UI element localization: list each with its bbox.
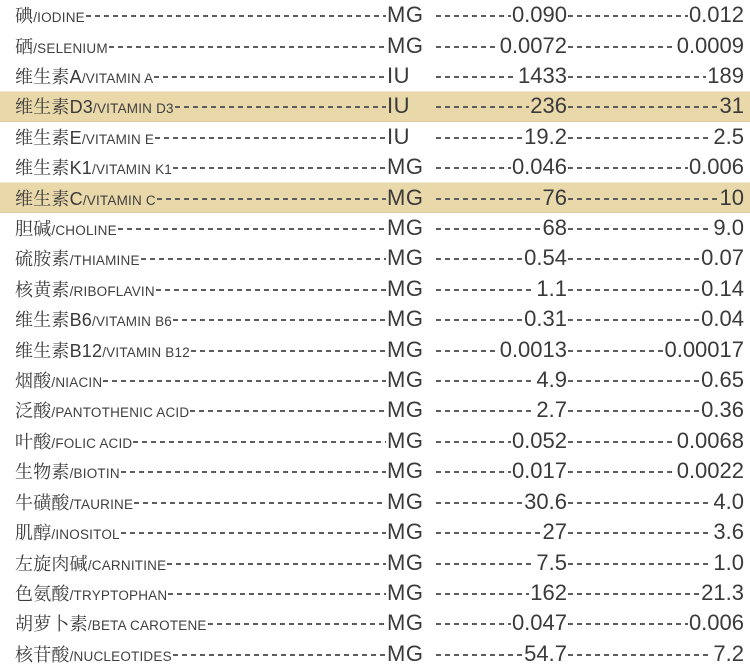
value2-block	[567, 519, 744, 545]
unit-label: MG	[387, 154, 424, 180]
unit-label: MG	[387, 275, 424, 301]
nutrient-name-block	[15, 610, 387, 636]
nutrient-name-block	[15, 63, 387, 89]
value-col1: 30.6	[524, 488, 567, 514]
leader-dashes	[568, 654, 712, 656]
nutrient-name-block	[15, 276, 387, 302]
value2-block	[567, 185, 744, 211]
value-col1: 162	[530, 579, 567, 605]
nutrient-name-block	[15, 124, 387, 150]
leader-dashes	[568, 46, 676, 48]
nutrient-name-en: /THIAMINE	[69, 253, 140, 269]
value2-block	[567, 93, 744, 119]
value2-block	[567, 33, 744, 59]
nutrient-name-en: /INOSITOL	[51, 527, 120, 543]
value1-block	[435, 428, 567, 454]
leader-dashes	[568, 167, 688, 169]
nutrient-name	[15, 245, 140, 271]
nutrient-name	[15, 33, 108, 59]
leader-dashes	[436, 502, 523, 504]
leader-dashes	[436, 228, 542, 230]
value-col1: 2.7	[536, 397, 567, 423]
value-col2: 189	[707, 63, 744, 89]
leader-dashes	[568, 228, 712, 230]
leader-dashes	[168, 593, 386, 595]
leader-dashes	[568, 380, 700, 382]
nutrient-name-en: /NIACIN	[51, 375, 103, 391]
value-col1: 236	[530, 93, 567, 119]
nutrient-name-cn: 烟酸	[15, 371, 52, 392]
leader-dashes	[103, 380, 386, 382]
value-col2: 31	[719, 93, 744, 119]
leader-dashes	[436, 350, 499, 352]
value-col2: 0.0009	[676, 32, 744, 58]
unit-label: MG	[387, 610, 424, 636]
leader-dashes	[141, 258, 386, 260]
nutrient-name-block	[15, 641, 387, 667]
leader-dashes	[568, 441, 676, 443]
leader-dashes	[121, 532, 386, 534]
unit-label: MG	[387, 245, 424, 271]
nutrient-name-block	[15, 185, 387, 211]
leader-dashes	[436, 410, 535, 412]
value2-block	[567, 306, 744, 332]
value-col1: 7.5	[536, 549, 567, 575]
nutrient-name	[15, 276, 155, 302]
leader-dashes	[436, 167, 511, 169]
leader-dashes	[568, 137, 712, 139]
table-row	[0, 334, 750, 364]
table-row	[0, 304, 750, 334]
leader-dashes	[436, 380, 535, 382]
value-col1: 0.0013	[499, 336, 567, 362]
leader-dashes	[436, 76, 517, 78]
value-col1: 1433	[518, 63, 567, 89]
nutrient-name-cn: 维生素K1	[15, 158, 93, 179]
nutrient-name	[15, 367, 102, 393]
leader-dashes	[568, 15, 688, 17]
value-col1: 0.017	[511, 458, 567, 484]
unit-label: MG	[387, 184, 424, 210]
nutrient-name	[15, 215, 117, 241]
value2-block	[567, 641, 744, 667]
value-col1: 0.052	[511, 427, 567, 453]
nutrient-name-en: /RIBOFLAVIN	[69, 283, 155, 299]
table-row	[0, 487, 750, 517]
value2-block	[567, 458, 744, 484]
unit-label: MG	[387, 579, 424, 605]
leader-dashes	[436, 137, 523, 139]
nutrient-name	[15, 489, 133, 515]
nutrient-name-cn: 胡萝卜素	[15, 614, 88, 635]
value2-block	[567, 580, 744, 606]
leader-dashes	[436, 593, 529, 595]
value-col1: 1.1	[536, 275, 567, 301]
leader-dashes	[133, 441, 386, 443]
leader-dashes	[154, 76, 386, 78]
nutrient-name	[15, 550, 166, 576]
table-row	[0, 426, 750, 456]
unit-label: MG	[387, 32, 424, 58]
value1-block	[435, 2, 567, 28]
leader-dashes	[436, 623, 511, 625]
table-row	[0, 547, 750, 577]
nutrient-name-cn: 肌醇	[15, 523, 52, 544]
nutrient-name-block	[15, 428, 387, 454]
leader-dashes	[190, 410, 386, 412]
value2-block	[567, 367, 744, 393]
table-row	[0, 122, 750, 152]
value-col1: 27	[542, 519, 567, 545]
table-row	[0, 395, 750, 425]
unit-label: MG	[387, 458, 424, 484]
leader-dashes	[568, 76, 706, 78]
nutrient-name	[15, 397, 189, 423]
table-row	[0, 0, 750, 30]
table-row	[0, 243, 750, 273]
value2-block	[567, 610, 744, 636]
value2-block	[567, 428, 744, 454]
value2-block	[567, 245, 744, 271]
leader-dashes	[436, 532, 542, 534]
nutrient-name	[15, 580, 167, 606]
value-col2: 0.07	[701, 245, 744, 271]
leader-dashes	[568, 623, 688, 625]
value1-block	[435, 33, 567, 59]
nutrient-name	[15, 63, 153, 89]
value-col1: 0.047	[511, 610, 567, 636]
unit-label: MG	[387, 397, 424, 423]
value-col1: 54.7	[524, 640, 567, 666]
nutrient-name	[15, 641, 172, 667]
value1-block	[435, 367, 567, 393]
value1-block	[435, 245, 567, 271]
leader-dashes	[191, 350, 386, 352]
value-col1: 0.090	[511, 2, 567, 28]
unit-label: MG	[387, 549, 424, 575]
nutrient-name	[15, 458, 120, 484]
table-row	[0, 152, 750, 182]
nutrient-name-en: /BETA CAROTENE	[87, 618, 207, 634]
value-col1: 0.31	[524, 306, 567, 332]
value-col2: 0.006	[688, 154, 744, 180]
leader-dashes	[157, 198, 386, 200]
leader-dashes	[208, 623, 386, 625]
value1-block	[435, 458, 567, 484]
nutrient-name-cn: 碘	[15, 6, 34, 27]
nutrient-name	[15, 93, 174, 119]
value-col2: 0.00017	[664, 336, 744, 362]
leader-dashes	[155, 137, 386, 139]
value-col2: 0.006	[688, 610, 744, 636]
nutrient-name-block	[15, 306, 387, 332]
nutrient-name	[15, 610, 207, 636]
leader-dashes	[175, 106, 386, 108]
nutrient-name-block	[15, 458, 387, 484]
leader-dashes	[568, 106, 719, 108]
nutrient-name-block	[15, 397, 387, 423]
unit-label: MG	[387, 640, 424, 666]
value-col2: 1.0	[713, 549, 744, 575]
table-row	[0, 91, 750, 121]
nutrient-name-cn: 叶酸	[15, 431, 52, 452]
value-col2: 0.0022	[676, 458, 744, 484]
value2-block	[567, 124, 744, 150]
value1-block	[435, 397, 567, 423]
table-row	[0, 639, 750, 669]
nutrient-name-cn: 维生素B6	[15, 310, 93, 331]
unit-label: MG	[387, 519, 424, 545]
unit-label: MG	[387, 306, 424, 332]
nutrient-name-cn: 核黄素	[15, 279, 70, 300]
value1-block	[435, 519, 567, 545]
table-row	[0, 608, 750, 638]
leader-dashes	[156, 289, 386, 291]
nutrient-name-block	[15, 489, 387, 515]
leader-dashes	[436, 15, 511, 17]
nutrient-name-cn: 生物素	[15, 462, 70, 483]
nutrient-name-cn: 维生素D3	[15, 97, 94, 118]
value1-block	[435, 550, 567, 576]
unit-label: MG	[387, 367, 424, 393]
nutrient-name-block	[15, 245, 387, 271]
leader-dashes	[121, 471, 386, 473]
leader-dashes	[436, 46, 499, 48]
leader-dashes	[436, 471, 511, 473]
nutrient-name	[15, 154, 172, 180]
nutrient-name	[15, 185, 156, 211]
unit-label: MG	[387, 336, 424, 362]
nutrient-name-cn: 泛酸	[15, 401, 52, 422]
nutrient-name-block	[15, 580, 387, 606]
leader-dashes	[568, 410, 700, 412]
value-col1: 76	[542, 184, 567, 210]
table-row	[0, 213, 750, 243]
value2-block	[567, 397, 744, 423]
table-row	[0, 517, 750, 547]
nutrient-name	[15, 337, 190, 363]
unit-label: MG	[387, 427, 424, 453]
value-col2: 0.012	[688, 2, 744, 28]
nutrient-name-block	[15, 550, 387, 576]
nutrient-name-en: /TRYPTOPHAN	[69, 587, 168, 603]
table-row	[0, 456, 750, 486]
nutrient-name-en: /IODINE	[33, 10, 85, 26]
nutrient-name-en: /BIOTIN	[69, 466, 120, 482]
nutrient-name-block	[15, 33, 387, 59]
value-col2: 0.14	[701, 275, 744, 301]
nutrient-name-block	[15, 519, 387, 545]
value1-block	[435, 489, 567, 515]
nutrient-name-en: /PANTOTHENIC ACID	[51, 405, 190, 421]
leader-dashes	[436, 654, 523, 656]
value-col1: 19.2	[524, 123, 567, 149]
nutrient-name-en: /TAURINE	[69, 496, 134, 512]
nutrient-name-en: /VITAMIN D3	[93, 101, 174, 117]
leader-dashes	[86, 15, 386, 17]
value2-block	[567, 489, 744, 515]
value1-block	[435, 154, 567, 180]
value1-block	[435, 124, 567, 150]
nutrient-name	[15, 306, 172, 332]
value2-block	[567, 215, 744, 241]
nutrient-name-en: /FOLIC ACID	[51, 435, 133, 451]
value1-block	[435, 306, 567, 332]
leader-dashes	[568, 502, 712, 504]
leader-dashes	[109, 46, 386, 48]
nutrient-name-en: /VITAMIN C	[82, 192, 156, 208]
nutrient-name-en: /VITAMIN E	[81, 131, 155, 147]
nutrient-name-en: /CARNITINE	[87, 557, 167, 573]
nutrient-name-cn: 硒	[15, 36, 34, 57]
table-row	[0, 274, 750, 304]
value1-block	[435, 641, 567, 667]
value1-block	[435, 185, 567, 211]
nutrient-name-cn: 硫胺素	[15, 249, 70, 270]
nutrient-name-block	[15, 337, 387, 363]
nutrient-name	[15, 124, 154, 150]
nutrient-name-en: /NUCLEOTIDES	[69, 648, 172, 664]
table-row	[0, 61, 750, 91]
nutrient-name-block	[15, 93, 387, 119]
nutrient-name	[15, 519, 120, 545]
value1-block	[435, 276, 567, 302]
value-col1: 0.046	[511, 154, 567, 180]
unit-label: IU	[387, 123, 410, 149]
leader-dashes	[436, 198, 542, 200]
table-row	[0, 30, 750, 60]
nutrient-name-cn: 维生素B12	[15, 340, 103, 361]
value1-block	[435, 580, 567, 606]
unit-label: MG	[387, 488, 424, 514]
nutrient-name-cn: 胆碱	[15, 219, 52, 240]
value-col2: 3.6	[713, 519, 744, 545]
value1-block	[435, 610, 567, 636]
nutrient-name	[15, 428, 132, 454]
value-col2: 0.65	[701, 367, 744, 393]
nutrient-name-en: /VITAMIN A	[81, 71, 154, 87]
leader-dashes	[436, 106, 529, 108]
unit-label: IU	[387, 63, 410, 89]
value-col1: 4.9	[536, 367, 567, 393]
value-col2: 10	[719, 184, 744, 210]
nutrient-name-en: /VITAMIN B6	[92, 314, 172, 330]
table-row	[0, 182, 750, 212]
value2-block	[567, 2, 744, 28]
nutrient-name-cn: 核苷酸	[15, 644, 70, 665]
leader-dashes	[167, 563, 386, 565]
leader-dashes	[568, 258, 700, 260]
value-col1: 68	[542, 215, 567, 241]
leader-dashes	[568, 350, 663, 352]
value2-block	[567, 63, 744, 89]
leader-dashes	[436, 319, 523, 321]
value-col2: 4.0	[713, 488, 744, 514]
value-col2: 7.2	[713, 640, 744, 666]
value2-block	[567, 276, 744, 302]
value-col2: 0.36	[701, 397, 744, 423]
nutrient-name-en: /VITAMIN B12	[102, 344, 190, 360]
leader-dashes	[436, 289, 535, 291]
table-row	[0, 365, 750, 395]
value1-block	[435, 63, 567, 89]
value2-block	[567, 154, 744, 180]
value-col2: 21.3	[701, 579, 744, 605]
nutrient-name-cn: 色氨酸	[15, 583, 70, 604]
unit-label: IU	[387, 93, 410, 119]
nutrient-name	[15, 2, 85, 28]
leader-dashes	[436, 258, 523, 260]
nutrient-name-cn: 维生素C	[15, 188, 83, 209]
leader-dashes	[134, 502, 386, 504]
leader-dashes	[173, 167, 386, 169]
value-col1: 0.0072	[499, 32, 567, 58]
value1-block	[435, 93, 567, 119]
nutrient-name-cn: 牛磺酸	[15, 492, 70, 513]
value-col2: 9.0	[713, 215, 744, 241]
value-col2: 2.5	[713, 123, 744, 149]
value-col1: 0.54	[524, 245, 567, 271]
nutrient-name-en: /VITAMIN K1	[92, 162, 172, 178]
leader-dashes	[568, 532, 712, 534]
leader-dashes	[173, 319, 386, 321]
nutrient-name-en: /CHOLINE	[51, 223, 117, 239]
nutrient-name-cn: 左旋肉碱	[15, 553, 88, 574]
value1-block	[435, 215, 567, 241]
leader-dashes	[568, 593, 700, 595]
value2-block	[567, 337, 744, 363]
value2-block	[567, 550, 744, 576]
nutrient-name-block	[15, 215, 387, 241]
leader-dashes	[568, 319, 700, 321]
nutrient-name-block	[15, 367, 387, 393]
nutrient-name-en: /SELENIUM	[33, 40, 108, 56]
leader-dashes	[568, 289, 700, 291]
unit-label: MG	[387, 2, 424, 28]
unit-label: MG	[387, 215, 424, 241]
leader-dashes	[568, 198, 719, 200]
leader-dashes	[568, 471, 676, 473]
table-row	[0, 578, 750, 608]
value1-block	[435, 337, 567, 363]
nutrient-name-block	[15, 154, 387, 180]
leader-dashes	[118, 228, 386, 230]
leader-dashes	[436, 441, 511, 443]
value-col2: 0.04	[701, 306, 744, 332]
leader-dashes	[568, 563, 712, 565]
nutrient-name-cn: 维生素A	[15, 67, 82, 88]
nutrient-name-cn: 维生素E	[15, 127, 82, 148]
leader-dashes	[436, 563, 535, 565]
value-col2: 0.0068	[676, 427, 744, 453]
nutrient-name-block	[15, 2, 387, 28]
leader-dashes	[173, 654, 386, 656]
